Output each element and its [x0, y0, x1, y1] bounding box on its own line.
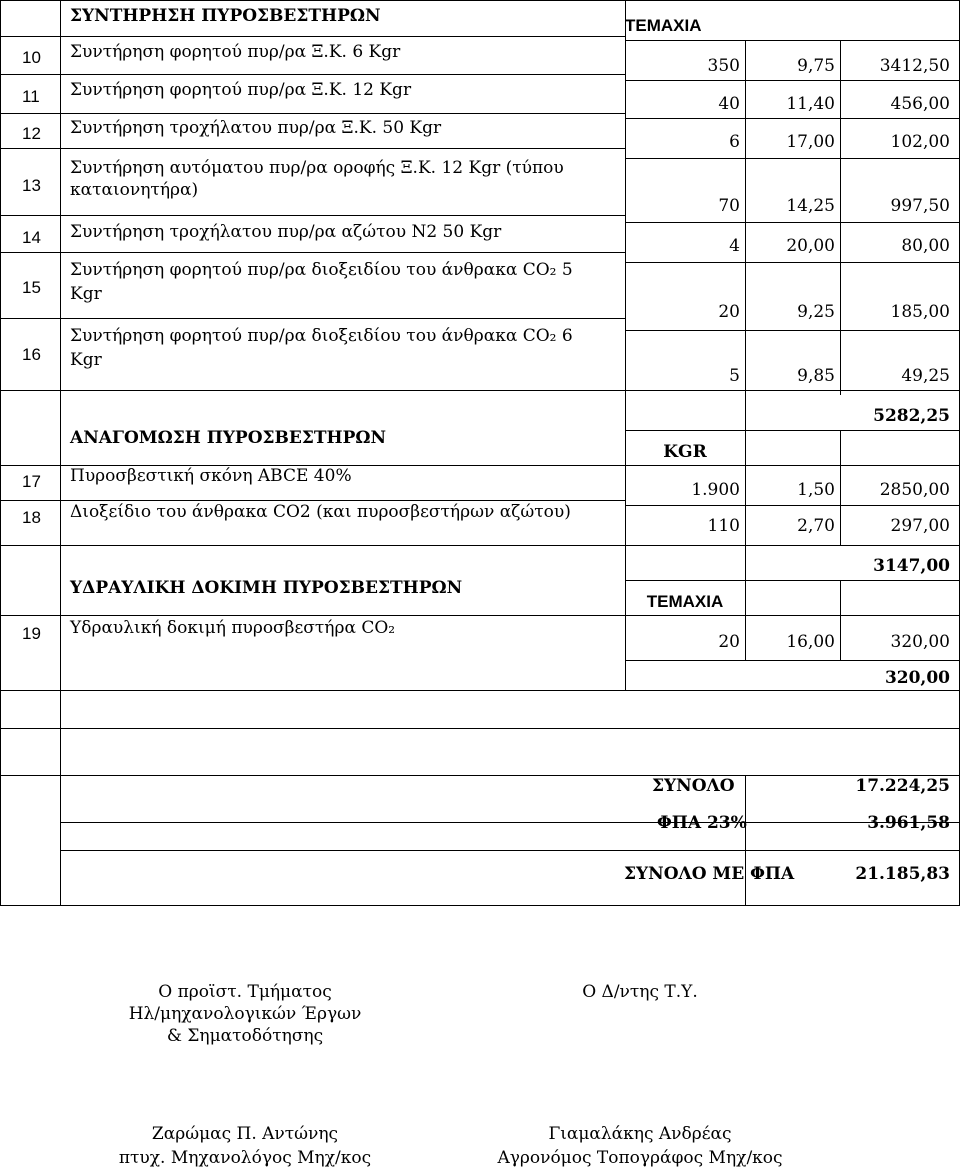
- sum-label: ΣΥΝΟΛΟ: [652, 776, 735, 796]
- row-number: 10: [22, 48, 41, 67]
- row-description: Συντήρηση φορητού πυρ/ρα Ξ.Κ. 6 Kgr: [70, 42, 401, 62]
- row-total: 49,25: [901, 366, 950, 386]
- section-title-hydraulic: ΥΔΡΑΥΛΙΚΗ ΔΟΚΙΜΗ ΠΥΡΟΣΒΕΣΤΗΡΩΝ: [70, 578, 463, 598]
- signer-left-name: Ζαρώμας Π. Αντώνης: [151, 1124, 339, 1144]
- row-price: 9,85: [797, 366, 835, 386]
- vat-value: 3.961,58: [867, 813, 950, 833]
- row-price: 9,25: [797, 302, 835, 322]
- row-price: 1,50: [797, 480, 835, 500]
- grand-total-label: ΣΥΝΟΛΟ ΜΕ ΦΠΑ: [624, 864, 795, 884]
- section-title-maintenance: ΣΥΝΤΗΡΗΣΗ ΠΥΡΟΣΒΕΣΤΗΡΩΝ: [70, 6, 381, 26]
- unit-header-maintenance: ΤΕΜΑΧΙΑ: [625, 16, 702, 35]
- row-description-cont: Kgr: [70, 350, 102, 370]
- vat-label: ΦΠΑ 23%: [657, 813, 747, 833]
- row-number: 11: [22, 87, 40, 106]
- row-number: 12: [22, 124, 41, 143]
- row-description: Συντήρηση φορητού πυρ/ρα διοξειδίου του άνθρακα CO₂ 5: [70, 260, 573, 280]
- row-description: Διοξείδιο του άνθρακα CO2 (και πυροσβεστήρων αζώτου): [70, 502, 571, 522]
- subtotal-recharge: 3147,00: [873, 556, 950, 576]
- row-quantity: 20: [718, 632, 740, 652]
- row-description: Συντήρηση τροχήλατου πυρ/ρα Ξ.Κ. 50 Kgr: [70, 118, 442, 138]
- row-total: 297,00: [890, 516, 950, 536]
- signer-left-department: Ηλ/μηχανολογικών Έργων: [128, 1004, 362, 1024]
- row-price: 2,70: [797, 516, 835, 536]
- row-quantity: 110: [707, 516, 740, 536]
- row-description: Συντήρηση φορητού πυρ/ρα Ξ.Κ. 12 Kgr: [70, 80, 412, 100]
- unit-header-hydraulic: ΤΕΜΑΧΙΑ: [646, 592, 724, 611]
- row-total: 80,00: [901, 236, 950, 256]
- row-number: 17: [22, 472, 41, 491]
- signer-right-role: Αγρονόμος Τοπογράφος Μηχ/κος: [497, 1148, 783, 1168]
- row-quantity: 20: [718, 302, 740, 322]
- row-quantity: 70: [718, 196, 740, 216]
- sum-value: 17.224,25: [855, 776, 950, 796]
- row-price: 11,40: [786, 94, 835, 114]
- row-description-cont: καταιονητήρα): [70, 180, 199, 200]
- subtotal-hydraulic: 320,00: [884, 668, 950, 688]
- row-number: 15: [22, 278, 41, 297]
- row-price: 17,00: [786, 132, 835, 152]
- row-quantity: 4: [729, 236, 740, 256]
- unit-header-recharge: KGR: [663, 442, 707, 462]
- row-description: Συντήρηση αυτόματου πυρ/ρα οροφής Ξ.Κ. 12 Kgr (τύπου: [70, 158, 564, 178]
- row-number: 16: [22, 345, 41, 364]
- row-description: Συντήρηση τροχήλατου πυρ/ρα αζώτου Ν2 50 Kgr: [70, 222, 502, 242]
- row-total: 2850,00: [879, 480, 950, 500]
- signer-left-title: Ο προϊστ. Τμήματος: [158, 982, 332, 1002]
- row-description: Πυροσβεστική σκόνη ABCE 40%: [70, 466, 352, 486]
- signer-left-department-cont: & Σηματοδότησης: [166, 1026, 324, 1046]
- signer-right-name: Γιαμαλάκης Ανδρέας: [548, 1124, 732, 1144]
- row-number: 13: [22, 176, 41, 195]
- row-quantity: 5: [729, 366, 740, 386]
- row-number: 19: [22, 624, 41, 643]
- row-description: Υδραυλική δοκιμή πυροσβεστήρα CO₂: [70, 618, 396, 638]
- row-description-cont: Kgr: [70, 284, 102, 304]
- row-quantity: 6: [729, 132, 740, 152]
- signer-left-role: πτυχ. Μηχανολόγος Μηχ/κος: [118, 1148, 372, 1168]
- signer-right-title: Ο Δ/ντης Τ.Υ.: [582, 982, 698, 1002]
- row-total: 320,00: [890, 632, 950, 652]
- row-price: 9,75: [797, 56, 835, 76]
- row-total: 3412,50: [879, 56, 950, 76]
- row-quantity: 350: [707, 56, 740, 76]
- grand-total-value: 21.185,83: [855, 864, 950, 884]
- row-quantity: 40: [718, 94, 740, 114]
- subtotal-maintenance: 5282,25: [873, 406, 950, 426]
- row-price: 20,00: [786, 236, 835, 256]
- row-total: 185,00: [890, 302, 950, 322]
- row-quantity: 1.900: [691, 480, 740, 500]
- row-number: 14: [22, 228, 41, 247]
- row-total: 997,50: [890, 196, 950, 216]
- section-title-recharge: ΑΝΑΓΟΜΩΣΗ ΠΥΡΟΣΒΕΣΤΗΡΩΝ: [70, 428, 387, 448]
- row-total: 102,00: [890, 132, 950, 152]
- row-price: 14,25: [786, 196, 835, 216]
- row-price: 16,00: [786, 632, 835, 652]
- row-description: Συντήρηση φορητού πυρ/ρα διοξειδίου του άνθρακα CO₂ 6: [70, 326, 573, 346]
- row-number: 18: [22, 508, 41, 527]
- row-total: 456,00: [890, 94, 950, 114]
